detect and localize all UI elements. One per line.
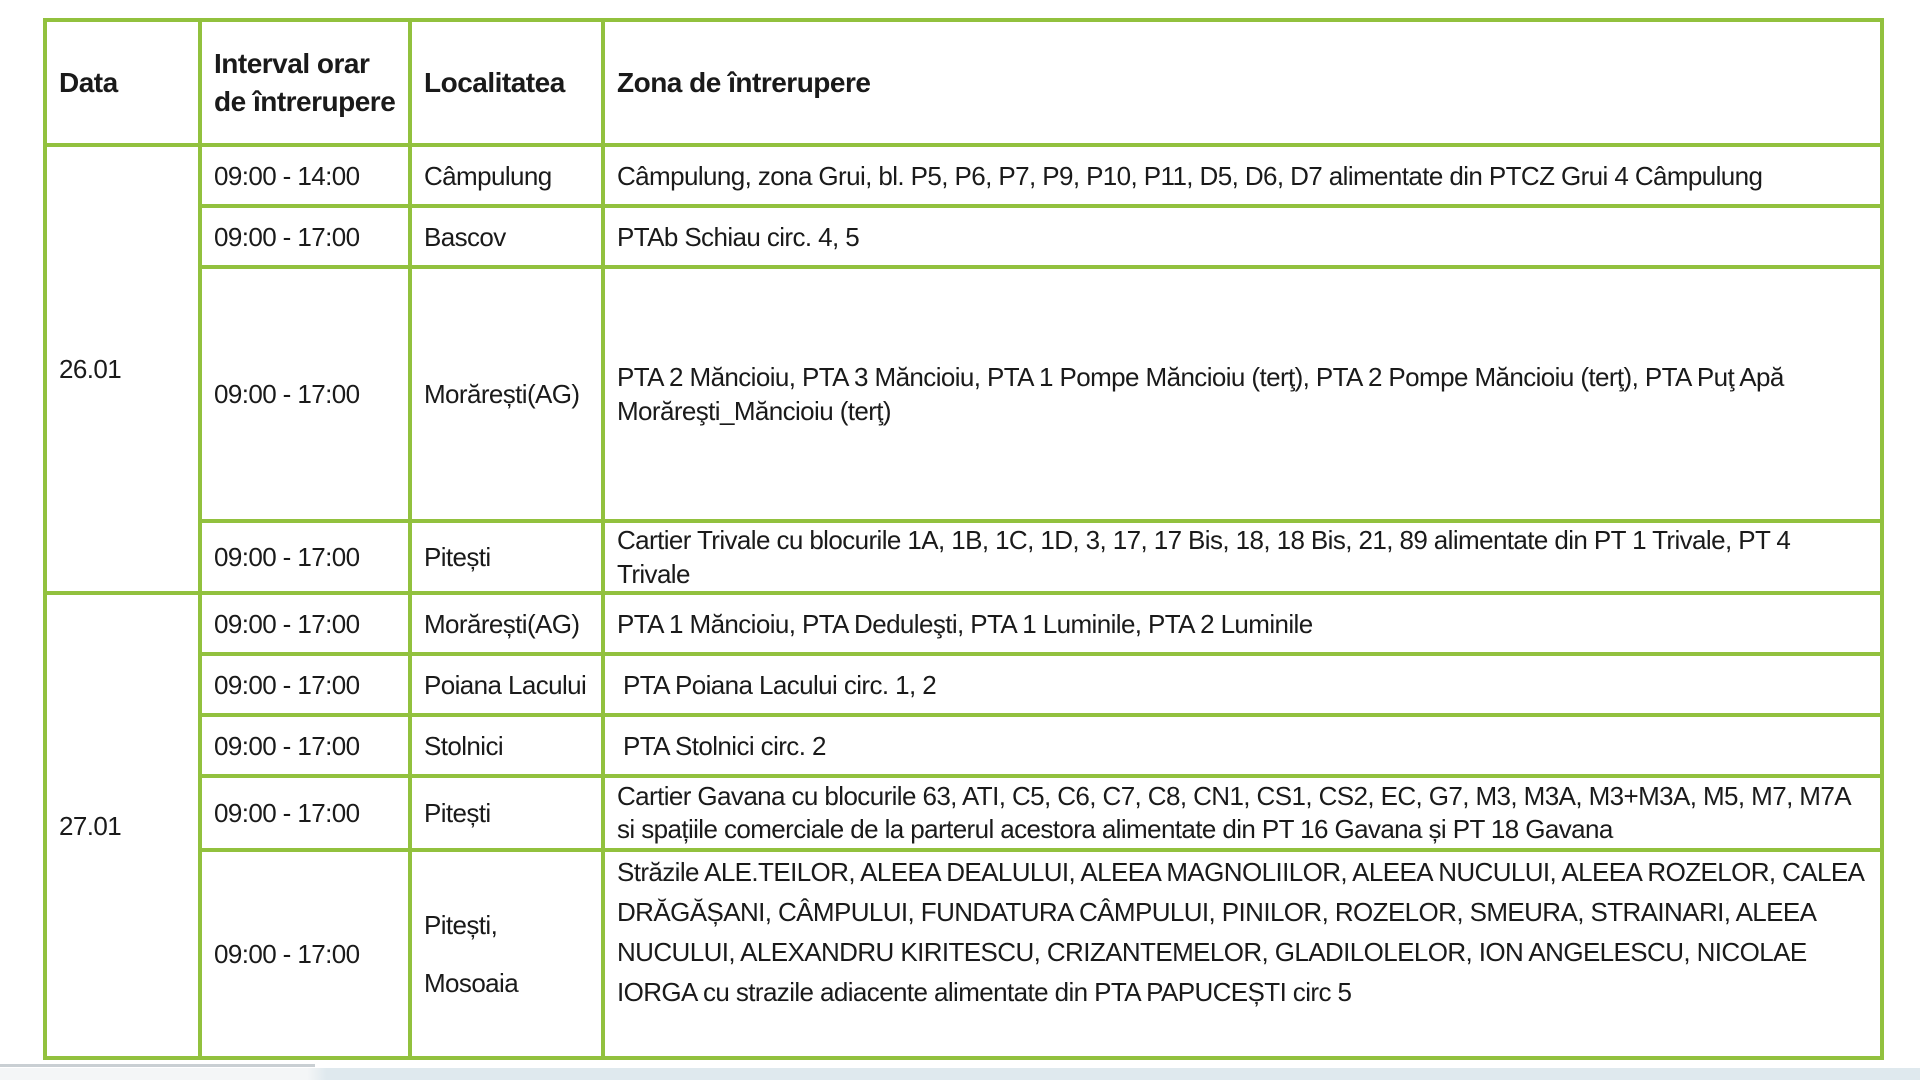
localitate-cell: Pitești — [410, 776, 603, 850]
interval-cell: 09:00 - 14:00 — [200, 145, 410, 206]
header-zona: Zona de întrerupere — [603, 20, 1882, 145]
interval-cell: 09:00 - 17:00 — [200, 267, 410, 521]
outage-table — [43, 18, 1884, 1060]
interval-cell: 09:00 - 17:00 — [200, 206, 410, 267]
zona-cell: Cartier Trivale cu blocurile 1A, 1B, 1C, 1D, 3, 17, 17 Bis, 18, 18 Bis, 21, 89 alimentate din PT 1 Trivale, PT 4 Trivale — [603, 521, 1882, 593]
localitate-cell: Pitești — [410, 521, 603, 593]
zona-cell: PTA 2 Măncioiu, PTA 3 Măncioiu, PTA 1 Pompe Măncioiu (terţ), PTA 2 Pompe Măncioiu (terţ), PTA Puţ Apă Morăreşti_Măncioiu (terţ) — [603, 267, 1882, 521]
zona-cell: Străzile ALE.TEILOR, ALEEA DEALULUI, ALEEA MAGNOLIILOR, ALEEA NUCULUI, ALEEA ROZELOR, CALEA DRĂGĂȘANI, CÂMPULUI, FUNDATURA CÂMPULUI, PINILOR, ROZELOR, SMEURA, STRAINARI, ALEEA NUCULUI, ALEXANDRU KIRITESCU, CRIZANTEMELOR, GLADILOLELOR, ION ANGELESCU, NICOLAE IORGA cu strazile adiacente alimentate din PTA PAPUCEȘTI circ 5 — [603, 850, 1882, 1058]
table-row — [45, 715, 1882, 776]
zona-cell: PTA 1 Măncioiu, PTA Deduleşti, PTA 1 Luminile, PTA 2 Luminile — [603, 593, 1882, 654]
outage-schedule — [43, 18, 1884, 1060]
header-interval-line1: Interval orar — [214, 47, 370, 79]
date-cell-26: 26.01 — [45, 145, 200, 593]
zona-cell: PTA Poiana Lacului circ. 1, 2 — [603, 654, 1882, 715]
localitate-cell: Poiana Lacului — [410, 654, 603, 715]
line-gap — [424, 942, 589, 966]
interval-cell: 09:00 - 17:00 — [200, 521, 410, 593]
localitate-line2: Mosoaia — [424, 968, 519, 998]
zona-cell: Câmpulung, zona Grui, bl. P5, P6, P7, P9, P10, P11, D5, D6, D7 alimentate din PTCZ Grui 4 Câmpulung — [603, 145, 1882, 206]
interval-cell: 09:00 - 17:00 — [200, 593, 410, 654]
localitate-cell: Stolnici — [410, 715, 603, 776]
interval-cell: 09:00 - 17:00 — [200, 776, 410, 850]
table-row — [45, 776, 1882, 850]
table-row — [45, 521, 1882, 593]
interval-cell: 09:00 - 17:00 — [200, 850, 410, 1058]
localitate-cell — [410, 850, 603, 1058]
localitate-cell: Morărești(AG) — [410, 267, 603, 521]
header-interval-line2: de întrerupere — [214, 85, 396, 117]
table-row — [45, 145, 1882, 206]
interval-cell: 09:00 - 17:00 — [200, 715, 410, 776]
header-interval — [200, 20, 410, 145]
table-row — [45, 850, 1882, 1058]
table-row — [45, 593, 1882, 654]
header-localitate: Localitatea — [410, 20, 603, 145]
zona-cell: Cartier Gavana cu blocurile 63, ATI, C5, C6, C7, C8, CN1, CS1, CS2, EC, G7, M3, M3A, M3+M3A, M5, M7, M7A si spațiile comerciale de la parterul acestora alimentate din PT 16 Gavana și PT 18 Gavana — [603, 776, 1882, 850]
localitate-cell: Câmpulung — [410, 145, 603, 206]
table-row — [45, 654, 1882, 715]
header-row — [45, 20, 1882, 145]
localitate-cell: Morărești(AG) — [410, 593, 603, 654]
table-row — [45, 267, 1882, 521]
zona-cell: PTA Stolnici circ. 2 — [603, 715, 1882, 776]
date-cell-27: 27.01 — [45, 593, 200, 1058]
zona-cell: PTAb Schiau circ. 4, 5 — [603, 206, 1882, 267]
localitate-cell: Bascov — [410, 206, 603, 267]
bottom-divider — [0, 1064, 315, 1067]
bottom-strip — [0, 1068, 1920, 1080]
header-data: Data — [45, 20, 200, 145]
interval-cell: 09:00 - 17:00 — [200, 654, 410, 715]
table-row — [45, 206, 1882, 267]
localitate-line1: Pitești, — [424, 910, 498, 940]
